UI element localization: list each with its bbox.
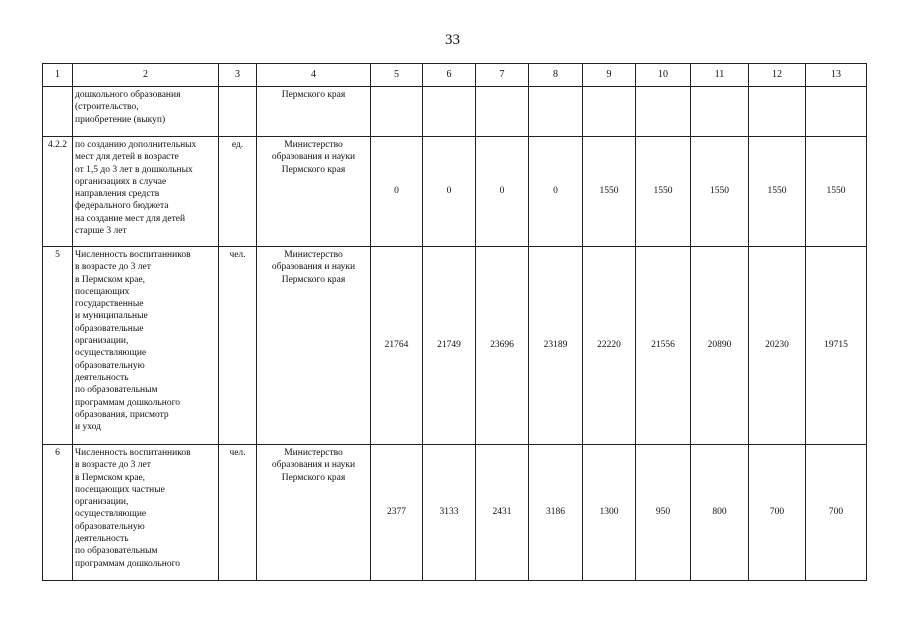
row-responsible: Министерство образования и науки Пермского края (257, 137, 371, 247)
value-cell: 700 (806, 445, 867, 581)
table-row (43, 445, 867, 581)
header-cell: 2 (73, 64, 219, 87)
value-cell: 0 (476, 137, 529, 247)
value-cell: 1550 (806, 137, 867, 247)
row-code: 6 (43, 445, 73, 581)
value-cell (636, 87, 691, 137)
header-cell: 3 (219, 64, 257, 87)
row-name: по созданию дополнительных мест для детей в возрасте от 1,5 до 3 лет в дошкольных организациях в случае направления средств федерального бюджета на создание мест для детей старше 3 лет (73, 137, 219, 247)
table-row (43, 137, 867, 247)
row-code: 4.2.2 (43, 137, 73, 247)
value-cell: 0 (529, 137, 583, 247)
header-cell: 8 (529, 64, 583, 87)
value-cell: 0 (371, 137, 423, 247)
row-name: дошкольного образования (строительство, приобретение (выкуп) (73, 87, 219, 137)
header-row (43, 64, 867, 87)
page-number: 33 (445, 32, 460, 48)
value-cell: 21556 (636, 247, 691, 445)
value-cell: 23189 (529, 247, 583, 445)
row-responsible: Министерство образования и науки Пермского края (257, 445, 371, 581)
header-cell: 13 (806, 64, 867, 87)
value-cell: 3186 (529, 445, 583, 581)
header-cell: 9 (583, 64, 636, 87)
table-row (43, 87, 867, 137)
value-cell: 1550 (636, 137, 691, 247)
table-row (43, 247, 867, 445)
value-cell: 2377 (371, 445, 423, 581)
value-cell: 1550 (691, 137, 749, 247)
value-cell (749, 87, 806, 137)
indicators-table (42, 63, 867, 581)
value-cell: 21749 (423, 247, 476, 445)
row-responsible: Пермского края (257, 87, 371, 137)
value-cell: 950 (636, 445, 691, 581)
row-unit: чел. (219, 445, 257, 581)
value-cell (691, 87, 749, 137)
row-code (43, 87, 73, 137)
value-cell (371, 87, 423, 137)
value-cell (806, 87, 867, 137)
header-cell: 4 (257, 64, 371, 87)
value-cell: 19715 (806, 247, 867, 445)
value-cell: 800 (691, 445, 749, 581)
value-cell: 2431 (476, 445, 529, 581)
header-cell: 7 (476, 64, 529, 87)
row-responsible: Министерство образования и науки Пермского края (257, 247, 371, 445)
value-cell (476, 87, 529, 137)
row-name: Численность воспитанников в возрасте до 3 лет в Пермском крае, посещающих частные организации, осуществляющие образовательную деятельность по образовательным программам дошкольного (73, 445, 219, 581)
row-unit: чел. (219, 247, 257, 445)
row-unit: ед. (219, 137, 257, 247)
header-cell: 6 (423, 64, 476, 87)
value-cell: 22220 (583, 247, 636, 445)
value-cell: 1550 (749, 137, 806, 247)
header-cell: 12 (749, 64, 806, 87)
value-cell: 1300 (583, 445, 636, 581)
value-cell (529, 87, 583, 137)
header-cell: 10 (636, 64, 691, 87)
value-cell: 3133 (423, 445, 476, 581)
value-cell (583, 87, 636, 137)
value-cell: 20890 (691, 247, 749, 445)
row-name: Численность воспитанников в возрасте до 3 лет в Пермском крае, посещающих государственные и муниципальные образовательные организации, осуществляющие образовательную деятельность по образовательным программам дошкольного образования, присмотр и уход (73, 247, 219, 445)
row-code: 5 (43, 247, 73, 445)
value-cell: 0 (423, 137, 476, 247)
value-cell: 20230 (749, 247, 806, 445)
value-cell: 700 (749, 445, 806, 581)
value-cell (423, 87, 476, 137)
header-cell: 1 (43, 64, 73, 87)
header-cell: 11 (691, 64, 749, 87)
value-cell: 23696 (476, 247, 529, 445)
value-cell: 21764 (371, 247, 423, 445)
row-unit (219, 87, 257, 137)
header-cell: 5 (371, 64, 423, 87)
value-cell: 1550 (583, 137, 636, 247)
